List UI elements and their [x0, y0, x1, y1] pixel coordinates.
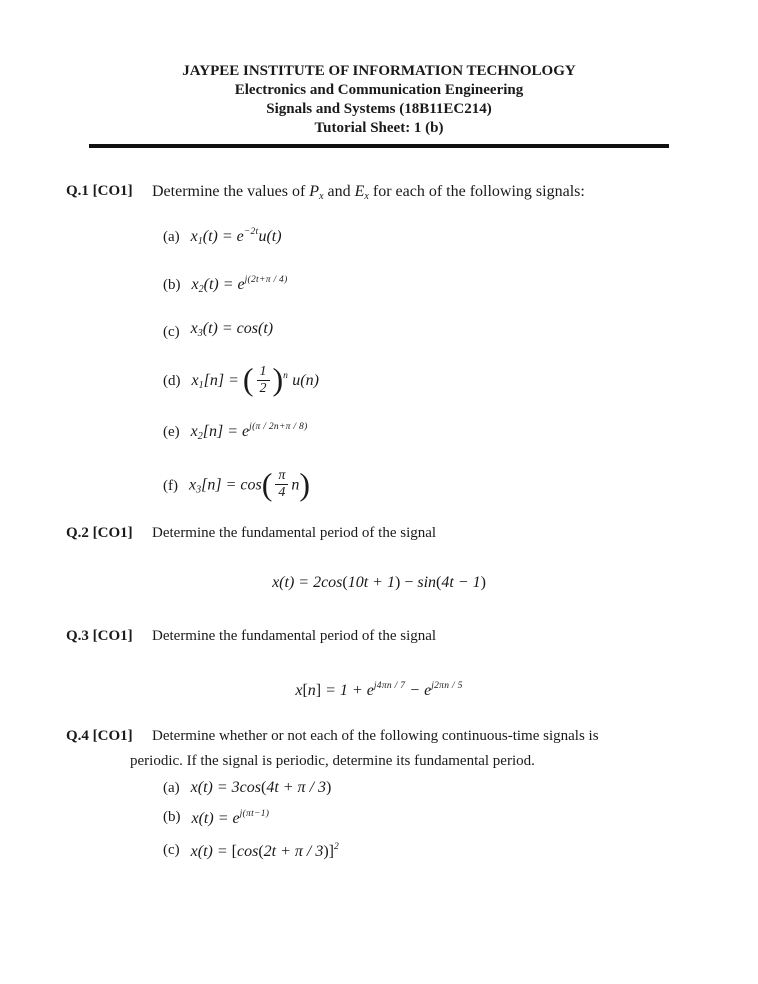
part-formula: $x(t) = [\cos(2t + \pi / 3)]^2$	[190, 842, 340, 860]
question-1-parts	[0, 220, 758, 507]
question-4-prompt-line1: Determine whether or not each of the following continuous-time signals is	[152, 728, 599, 744]
part-formula: $x_1[n]$ = ( $\frac{1}{2}$ )$^n$ u(n)	[191, 361, 319, 398]
part-label: (f)	[163, 478, 178, 494]
institute-title: JAYPEE INSTITUTE OF INFORMATION TECHNOLOGY	[182, 63, 576, 79]
question-1-part-a	[163, 220, 758, 254]
question-3	[0, 627, 758, 704]
question-1-part-d	[163, 360, 758, 402]
question-2-heading	[0, 524, 758, 543]
part-label: (a)	[163, 229, 180, 245]
part-formula: $x_3[n] = \cos$( $\frac{\pi}{4}$ n)	[189, 465, 311, 502]
question-1-part-e	[163, 415, 758, 449]
question-1-prompt: Determine the values of $P_x$ and $E_x$ for each of the following signals:	[152, 183, 585, 202]
part-label: (c)	[163, 841, 180, 858]
question-1-number: Q.1 [CO1]	[66, 183, 133, 199]
question-1-heading	[0, 182, 758, 206]
question-1-part-f	[163, 465, 758, 507]
question-4-part-b	[163, 802, 758, 831]
document-header	[0, 62, 758, 148]
part-formula: $x_3(t) = \cos(t)$	[190, 320, 274, 339]
question-3-number: Q.3 [CO1]	[66, 628, 133, 644]
part-label: (c)	[163, 323, 180, 340]
header-rule	[89, 144, 669, 148]
part-formula: $x(t) = e^{j(\pi t-1)}$	[191, 809, 270, 827]
question-1-part-b	[163, 268, 758, 302]
question-3-heading	[0, 627, 758, 646]
question-3-formula: $x[n] = 1 + e^{j4\pi n / 7} - e^{j2\pi n / 5}$	[295, 681, 463, 699]
part-label: (a)	[163, 780, 180, 796]
question-2-number: Q.2 [CO1]	[66, 525, 133, 541]
question-2-formula: x(t) = 2cos(10t + 1) − sin(4t − 1)	[272, 574, 486, 591]
question-2	[0, 524, 758, 596]
part-formula: x(t) = 3cos(4t + π / 3)	[190, 779, 332, 796]
part-label: (b)	[163, 277, 181, 293]
question-4-heading	[0, 727, 758, 746]
question-4-number: Q.4 [CO1]	[66, 728, 133, 744]
part-formula: $x_2(t) = e^{j(2t+\pi / 4)}$	[191, 275, 288, 295]
part-label: (b)	[163, 808, 181, 825]
question-4-parts	[0, 776, 758, 864]
sheet-title: Tutorial Sheet: 1 (b)	[314, 120, 444, 136]
question-1	[0, 182, 758, 507]
question-1-part-c	[163, 317, 758, 346]
part-formula: $x_1(t) = e^{-2t}u(t)$	[190, 227, 282, 247]
part-formula: $x_2[n] = e^{j(\pi / 2n+\pi / 8)}$	[190, 422, 308, 442]
question-2-prompt: Determine the fundamental period of the signal	[152, 525, 437, 541]
question-3-prompt: Determine the fundamental period of the signal	[152, 628, 437, 644]
part-label: (d)	[163, 373, 181, 389]
question-4	[0, 727, 758, 864]
part-label: (e)	[163, 424, 180, 440]
course-title: Signals and Systems (18B11EC214)	[266, 101, 492, 117]
question-4-prompt-line2: periodic. If the signal is periodic, determine its fundamental period.	[130, 753, 535, 769]
question-4-part-a	[163, 776, 758, 800]
department-title: Electronics and Communication Engineering	[234, 82, 524, 98]
question-4-part-c	[163, 835, 758, 864]
